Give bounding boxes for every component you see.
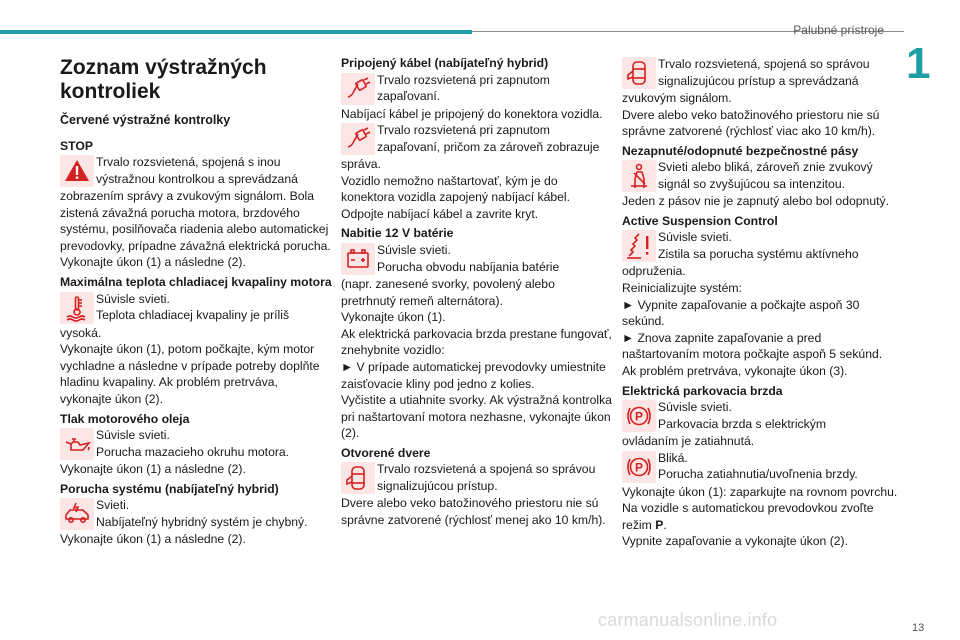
doors-text: Dvere alebo veko batožinového priestoru nie sú správne zatvorené (rýchlosť menej ako 10 km/h).: [341, 496, 606, 527]
suspension-text-4: Ak problém pretrváva, vykonajte úkon (3).: [622, 363, 848, 378]
coolant-line-2: Teplota chladiacej kvapaliny je príliš: [96, 308, 290, 323]
hybrid-action: Vykonajte úkon (1) a následne (2).: [60, 532, 246, 547]
doors-line-1: Trvalo rozsvietená a spojená so správou: [377, 462, 596, 477]
oil-line-1: Súvisle svieti.: [96, 428, 170, 443]
battery-icon: [341, 243, 375, 275]
suspension-fault-icon: [622, 230, 656, 262]
running-title: Palubné prístroje: [793, 23, 884, 37]
seatbelt-line-1: Svieti alebo bliká, zároveň znie zvukový: [658, 160, 873, 175]
battery-line-1: Súvisle svieti.: [377, 242, 451, 257]
cable-entry-1: [341, 72, 613, 106]
parking-step-2: [622, 500, 898, 533]
battery-text-2: Ak elektrická parkovacia brzda prestane fungovať, znehybnite vozidlo:: [341, 326, 612, 358]
battery-text-1: Vykonajte úkon (1).: [341, 310, 446, 325]
parking-step-2a: Na vozidle s automatickou prevodovkou zvoľte režim: [622, 501, 874, 532]
suspension-line-2: Zistila sa porucha systému aktívneho: [658, 246, 859, 261]
coolant-entry: [60, 291, 332, 325]
seatbelt-entry: [622, 159, 898, 193]
parking-entry-2: [622, 450, 898, 484]
hybrid-car-fault-icon: [60, 498, 94, 530]
cable-line-1: Trvalo rozsvietená pri zapnutom: [377, 72, 550, 87]
parking-entry-1: [622, 399, 898, 433]
coolant-action: Vykonajte úkon (1), potom počkajte, kým motor vychladne a následne v prípade potreby doplňte hladinu kvapaliny. Ak problém pretrváva, vykonajte úkon (2).: [60, 342, 320, 406]
cable-line-2: zapaľovaní.: [377, 89, 441, 104]
stop-heading: STOP: [60, 138, 93, 153]
suspension-text-3: ► Znova zapnite zapaľovanie a pred naštartovaním motora počkajte aspoň 5 sekúnd.: [622, 330, 883, 362]
oil-entry: [60, 427, 332, 461]
header-accent-bar: [0, 30, 472, 34]
cable-heading: Pripojený kábel (nabíjateľný hybrid): [341, 56, 549, 70]
battery-text-4: Vyčistite a utiahnite svorky. Ak výstražná kontrolka pri naštartovaní motora nezhasne, vykonajte úkon (2).: [341, 393, 612, 441]
oil-action: Vykonajte úkon (1) a následne (2).: [60, 462, 246, 477]
stop-line-2: výstražnou kontrolkou a sprevádzaná: [96, 171, 298, 186]
stop-action: Vykonajte úkon (1) a následne (2).: [60, 255, 246, 270]
coolant-temperature-icon: [60, 292, 94, 324]
hybrid-line-2: Nabíjateľný hybridný systém je chybný.: [96, 514, 308, 529]
cable-line-3: Trvalo rozsvietená pri zapnutom: [377, 123, 550, 138]
parking-brake-icon: [622, 451, 656, 483]
parking-line-4: Porucha zatiahnutia/uvoľnenia brzdy.: [658, 467, 858, 482]
cable-text-4: Odpojte nabíjací kábel a zavrite kryt.: [341, 206, 539, 221]
chapter-number: 1: [906, 39, 931, 88]
oil-heading: Tlak motorového oleja: [60, 411, 190, 426]
watermark-text: carmanualsonline.info: [598, 610, 778, 630]
charging-plug-icon: [341, 123, 375, 155]
coolant-text: vysoká.: [60, 325, 102, 340]
cable-line-4: zapaľovaní, pričom za zároveň zobrazuje: [377, 139, 600, 154]
suspension-line-1: Súvisle svieti.: [658, 230, 732, 245]
stop-entry: [60, 154, 332, 188]
svg-text:P: P: [634, 409, 644, 424]
charging-plug-icon: [341, 73, 375, 105]
stop-text: zobrazením správy a zvukovým signálom. Bola zistená závažná porucha motora, brzdového systému, posilňovača riadenia alebo automatickej prevodovky, prípadne závažná elektrická porucha.: [60, 189, 331, 253]
hybrid-entry: [60, 497, 332, 531]
doors-fast-text: zvukovým signálom.: [622, 91, 732, 105]
stop-line-1: Trvalo rozsvietená, spojená s inou: [96, 155, 281, 170]
open-door-car-icon: [341, 462, 375, 494]
battery-text: (napr. zanesené svorky, povolený alebo pretrhnutý remeň alternátora).: [341, 276, 555, 308]
parking-step-1: Vykonajte úkon (1): zaparkujte na rovnom povrchu.: [622, 484, 898, 499]
parking-step-2c: .: [663, 517, 667, 532]
doors-fast-line-1: Trvalo rozsvietená, spojená so správou: [658, 57, 870, 71]
oil-line-2: Porucha mazacieho okruhu motora.: [96, 444, 290, 459]
seatbelt-line-2: signál so zvyšujúcou sa intenzitou.: [658, 176, 845, 191]
cable-text-1: Nabíjací kábel je pripojený do konektora vozidla.: [341, 106, 603, 121]
column-2: [341, 56, 613, 529]
warning-triangle-icon: [60, 155, 94, 187]
parking-line-2: Parkovacia brzda s elektrickým: [658, 416, 826, 431]
doors-line-2: signalizujúcou prístup.: [377, 479, 498, 493]
gear-p-label: P: [655, 517, 664, 532]
suspension-text-2: ► Vypnite zapaľovanie a počkajte aspoň 30 sekúnd.: [622, 297, 860, 329]
oil-can-icon: [60, 428, 94, 460]
suspension-entry: [622, 229, 898, 263]
doors-heading: Otvorené dvere: [341, 445, 431, 460]
svg-text:P: P: [634, 460, 644, 475]
page-title: Zoznam výstražných kontroliek: [60, 56, 267, 103]
seatbelt-text: Jeden z pásov nie je zapnutý alebo bol odopnutý.: [622, 194, 889, 209]
parking-line-3: Bliká.: [658, 450, 688, 465]
open-door-car-icon: [622, 57, 656, 89]
parking-step-3: Vypnite zapaľovanie a vykonajte úkon (2).: [622, 534, 848, 549]
battery-entry: [341, 242, 613, 276]
doors-entry: [341, 461, 613, 495]
section-subtitle: Červené výstražné kontrolky: [60, 113, 231, 127]
column-1: [60, 56, 332, 548]
column-3: [622, 56, 898, 550]
battery-heading: Nabitie 12 V batérie: [341, 226, 454, 241]
battery-line-2: Porucha obvodu nabíjania batérie: [377, 259, 560, 274]
suspension-text: odpruženia.: [622, 264, 686, 279]
doors-fast-text-2: Dvere alebo veko batožinového priestoru nie sú správne zatvorené (rýchlosť viac ako 10 km/h).: [622, 107, 880, 139]
parking-text-1: ovládaním je zatiahnutá.: [622, 434, 755, 449]
cable-entry-2: [341, 122, 613, 156]
cable-text-2: správa.: [341, 157, 381, 172]
hybrid-heading: Porucha systému (nabíjateľný hybrid): [60, 481, 279, 496]
doors-fast-entry: [622, 56, 898, 90]
parking-heading: Elektrická parkovacia brzda: [622, 383, 783, 398]
page-number: 13: [912, 622, 925, 634]
seatbelt-heading: Nezapnuté/odopnuté bezpečnostné pásy: [622, 143, 859, 158]
doors-fast-line-2: signalizujúcou prístup a sprevádzaná: [658, 73, 859, 88]
coolant-heading: Maximálna teplota chladiacej kvapaliny motora: [60, 275, 332, 290]
hybrid-line-1: Svieti.: [96, 498, 130, 513]
suspension-text-1: Reinicializujte systém:: [622, 280, 742, 295]
cable-text-3: Vozidlo nemožno naštartovať, kým je do konektora vozidla zapojený nabíjací kábel.: [341, 173, 570, 205]
parking-brake-icon: [622, 400, 656, 432]
suspension-heading: Active Suspension Control: [622, 213, 778, 228]
parking-line-1: Súvisle svieti.: [658, 400, 732, 415]
coolant-line-1: Súvisle svieti.: [96, 291, 170, 306]
seatbelt-icon: [622, 160, 656, 192]
battery-text-3: ► V prípade automatickej prevodovky umiestnite zaisťovacie kliny pod jedno z kolies.: [341, 359, 606, 391]
